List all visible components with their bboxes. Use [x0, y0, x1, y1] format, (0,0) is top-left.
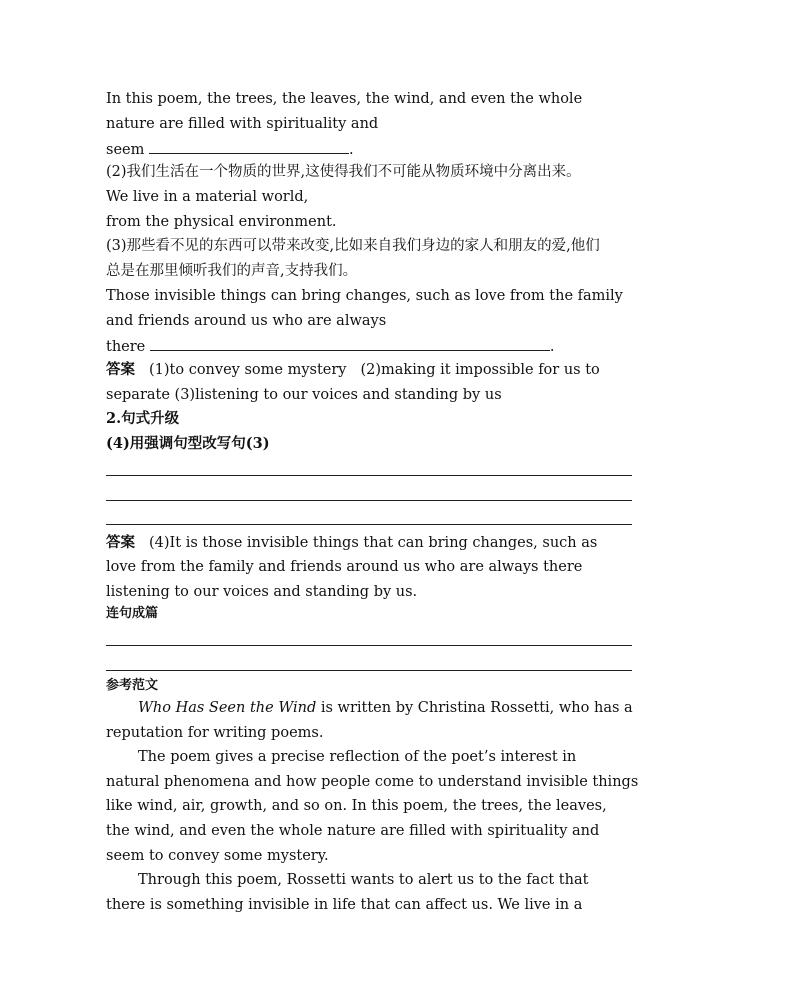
- essay-p1-line-1-rest: is written by Christina Rossetti, who has a: [316, 700, 633, 716]
- q1-line-1: In this poem, the trees, the leaves, the wind, and even the whole: [106, 91, 583, 107]
- poem-title: Who Has Seen the Wind: [138, 700, 317, 716]
- q3-line-3: [106, 335, 554, 355]
- section2-title: 2.句式升级: [106, 410, 180, 427]
- answer1-label: 答案: [106, 361, 135, 378]
- q1-line-3-end: .: [348, 142, 354, 158]
- essay-p1-line-1: [138, 698, 633, 718]
- q1-answer-blank[interactable]: [149, 138, 349, 154]
- q1-line-3-prefix: seem: [106, 142, 145, 158]
- section3-title: 连句成篇: [106, 606, 159, 621]
- answer1-part1: (1)to convey some mystery: [149, 362, 347, 378]
- essay-p2-line-1: The poem gives a precise reflection of the poet’s interest in: [138, 749, 577, 765]
- section2-task: (4)用强调句型改写句(3): [106, 435, 270, 452]
- q3-line-3-prefix: there: [106, 339, 146, 355]
- writing-line-5[interactable]: [106, 670, 632, 671]
- q3-chinese-2: 总是在那里倾听我们的声音,支持我们。: [106, 263, 358, 279]
- essay-p1-line-2: reputation for writing poems.: [106, 725, 324, 741]
- essay-p3-line-1: Through this poem, Rossetti wants to alert us to the fact that: [138, 872, 589, 888]
- answer2-line-3: listening to our voices and standing by us.: [106, 584, 418, 600]
- writing-line-1[interactable]: [106, 475, 632, 476]
- answer2-line-2: love from the family and friends around us who are always there: [106, 559, 583, 575]
- writing-line-3[interactable]: [106, 524, 632, 525]
- q1-line-2: nature are filled with spirituality and: [106, 116, 379, 132]
- writing-line-2[interactable]: [106, 500, 632, 501]
- q1-line-3: [106, 138, 354, 158]
- answer1-part2: (2)making it impossible for us to: [360, 362, 600, 378]
- essay-p2-line-4: the wind, and even the whole nature are filled with spirituality and: [106, 823, 600, 839]
- q3-line-1: Those invisible things can bring changes, such as love from the family: [106, 288, 623, 304]
- answer2-line-1: [106, 533, 597, 553]
- essay-p2-line-2: natural phenomena and how people come to understand invisible things: [106, 774, 639, 790]
- answer1-line-1: [106, 360, 600, 380]
- q2-chinese: (2)我们生活在一个物质的世界,这使得我们不可能从物质环境中分离出来。: [106, 164, 581, 180]
- q3-line-2: and friends around us who are always: [106, 313, 387, 329]
- q2-line-2: from the physical environment.: [106, 214, 337, 230]
- essay-title: 参考范文: [106, 678, 159, 693]
- q3-answer-blank[interactable]: [150, 335, 550, 351]
- answer2-text-1: (4)It is those invisible things that can bring changes, such as: [149, 535, 598, 551]
- q2-line-1: We live in a material world,: [106, 189, 309, 205]
- answer2-label: 答案: [106, 534, 135, 551]
- q3-chinese-1: (3)那些看不见的东西可以带来改变,比如来自我们身边的家人和朋友的爱,他们: [106, 238, 600, 254]
- q3-line-3-end: .: [549, 339, 555, 355]
- essay-p3-line-2: there is something invisible in life that can affect us. We live in a: [106, 897, 583, 913]
- essay-p2-line-5: seem to convey some mystery.: [106, 848, 329, 864]
- writing-line-4[interactable]: [106, 645, 632, 646]
- answer1-line-2: separate (3)listening to our voices and standing by us: [106, 387, 502, 403]
- essay-p2-line-3: like wind, air, growth, and so on. In this poem, the trees, the leaves,: [106, 798, 607, 814]
